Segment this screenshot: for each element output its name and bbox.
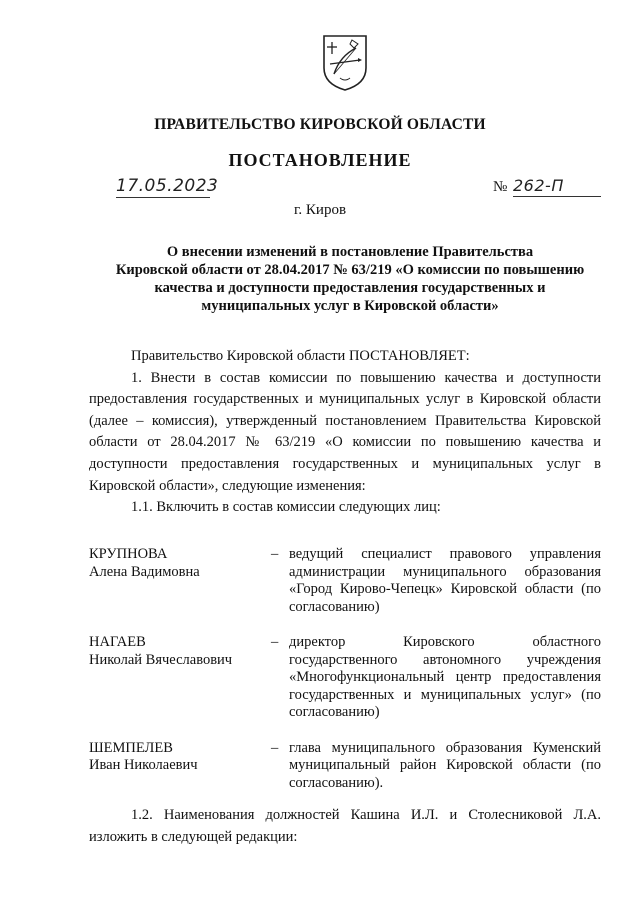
item-1-1-paragraph: 1.1. Включить в состав комиссии следующих лиц: [131,499,441,516]
person-surname: КРУПНОВА [89,546,168,562]
subject-line: муниципальных услуг в Кировской области» [201,298,499,314]
document-subject [90,243,610,315]
coat-of-arms-icon [322,34,368,92]
document-footer [89,805,601,848]
dash: – [271,546,279,562]
person-given-name: Иван Николаевич [89,757,198,773]
person-name [89,546,279,581]
document-date: 17.05.2023 [116,176,219,196]
person-surname: НАГАЕВ [89,634,146,650]
document-type: ПОСТАНОВЛЕНИЕ [228,150,412,170]
city: г. Киров [293,202,347,218]
document-body [89,346,601,519]
dash: – [271,634,279,650]
person-entry [89,740,601,793]
person-description: ведущий специалист правового управления администрации муниципального образования «Город Кирово-Чепецк» Кировской области (по согласованию) [289,546,601,615]
government-title: ПРАВИТЕЛЬСТВО КИРОВСКОЙ ОБЛАСТИ [154,116,486,133]
subject-line: качества и доступности предоставления государственных и [154,280,546,296]
person-given-name: Николай Вячеславович [89,651,233,668]
number-label: № [493,179,508,195]
item-1-paragraph: 1. Внести в состав комиссии по повышению качества и доступности предоставления государственных и муниципальных услуг в Кировской области (далее – комиссия), утвержденный постановлением Правительства Кировской области от 28.04.2017 № 63/219 «О комиссии по повышению качества и доступности предоставления государственных и муниципальных услуг в Кировской области», следующие изменения: [89,369,601,494]
person-name [89,740,279,775]
person-name [89,634,279,669]
person-surname: ШЕМПЕЛЕВ [89,739,173,756]
intro-paragraph: Правительство Кировской области ПОСТАНОВЛЯЕТ: [131,348,470,364]
dash: – [271,739,279,756]
person-entry [89,546,601,616]
persons-list [89,546,601,810]
person-entry [89,634,601,722]
person-description: глава муниципального образования Куменский муниципальный район Кировской области (по согласованию). [289,739,601,791]
person-given-name: Алена Вадимовна [89,563,200,580]
document-number: 262-П [513,176,601,197]
person-description: директор Кировского областного государственного автономного учреждения «Многофункциональный центр предоставления государственных и муниципальных услуг» (по согласованию) [289,634,601,720]
subject-line: Кировской области от 28.04.2017 № 63/219 «О комиссии по повышению [115,262,585,278]
item-1-2-paragraph: 1.2. Наименования должностей Кашина И.Л. и Столесниковой Л.А. изложить в следующей редакции: [89,807,601,845]
subject-line: О внесении изменений в постановление Правительства [166,244,534,260]
